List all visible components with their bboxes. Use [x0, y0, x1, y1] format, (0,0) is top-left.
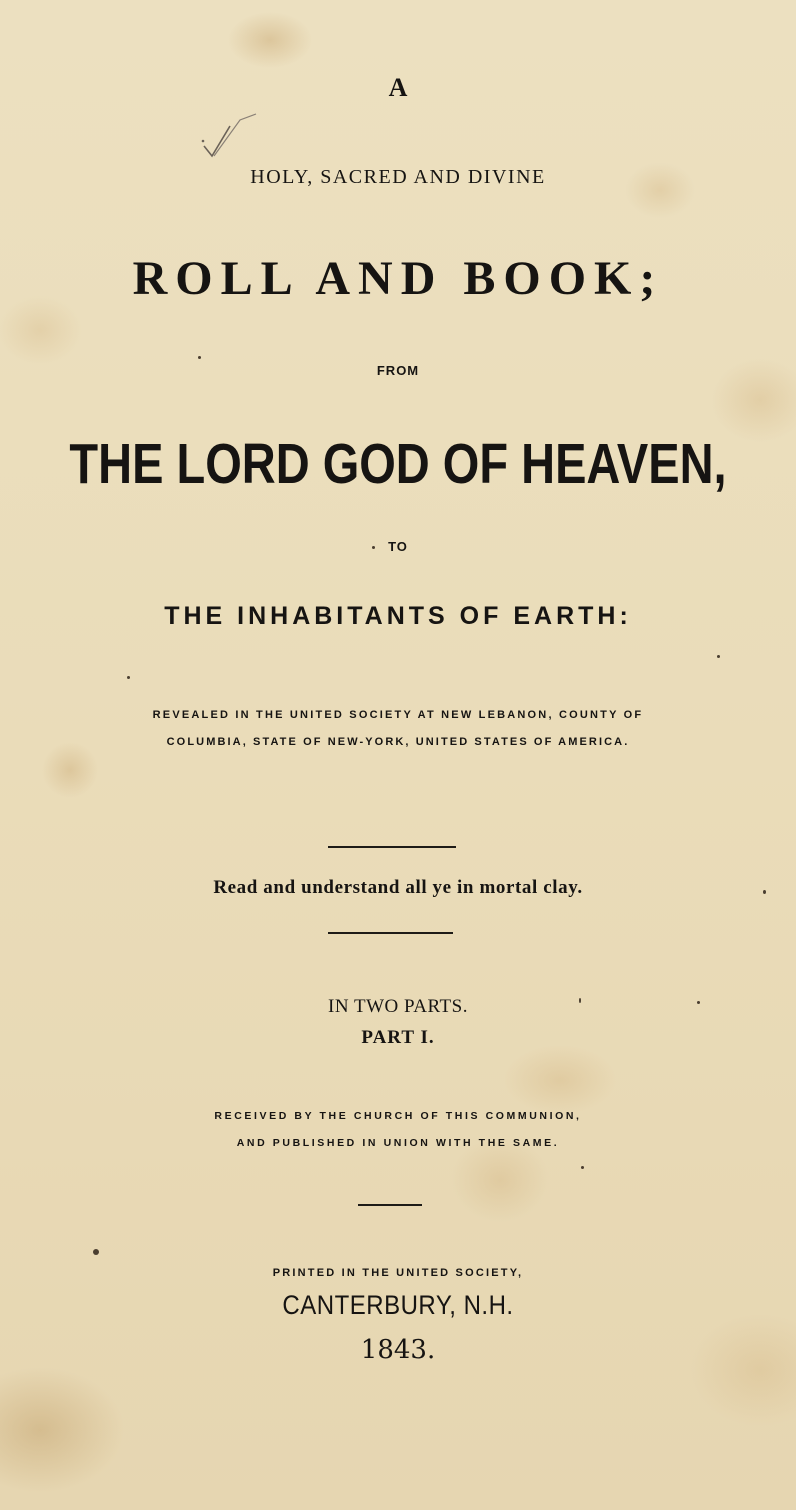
printed-line: PRINTED IN THE UNITED SOCIETY,	[272, 1267, 524, 1279]
to-word: TO	[388, 539, 408, 554]
ink-spot	[717, 655, 720, 658]
subtitle: HOLY, SACRED AND DIVINE	[250, 166, 546, 188]
place-name: CANTERBURY, N.H.	[282, 1291, 514, 1321]
part-heading: PART I.	[361, 1027, 435, 1048]
ink-spot	[93, 1249, 99, 1255]
divider-short	[358, 1204, 422, 1206]
main-title: ROLL AND BOOK;	[132, 252, 664, 305]
ink-spot	[581, 1166, 584, 1169]
ink-spot	[198, 356, 201, 359]
ink-spot	[763, 890, 766, 894]
received-line-1: RECEIVED BY THE CHURCH OF THIS COMMUNION,	[214, 1110, 582, 1122]
source-title: THE LORD GOD OF HEAVEN,	[69, 431, 727, 496]
handwritten-check-mark	[200, 112, 260, 162]
motto: Read and understand all ye in mortal clay.	[213, 877, 583, 898]
from-word: FROM	[376, 363, 420, 378]
ink-spot	[697, 1001, 700, 1004]
revealed-line-1: REVEALED IN THE UNITED SOCIETY AT NEW LEBANON, COUNTY OF	[152, 709, 644, 721]
ink-spot	[372, 546, 375, 549]
ink-spot	[579, 998, 581, 1003]
divider-upper	[328, 846, 456, 848]
revealed-line-2: COLUMBIA, STATE OF NEW-YORK, UNITED STATES OF AMERICA.	[166, 736, 630, 748]
received-line-2: AND PUBLISHED IN UNION WITH THE SAME.	[236, 1137, 560, 1149]
ink-spot	[127, 676, 130, 679]
parts-heading: IN TWO PARTS.	[328, 996, 468, 1017]
divider-lower	[328, 932, 453, 934]
article-a: A	[388, 73, 408, 102]
recipients-title: THE INHABITANTS OF EARTH:	[164, 602, 632, 630]
year: 1843.	[360, 1335, 436, 1365]
